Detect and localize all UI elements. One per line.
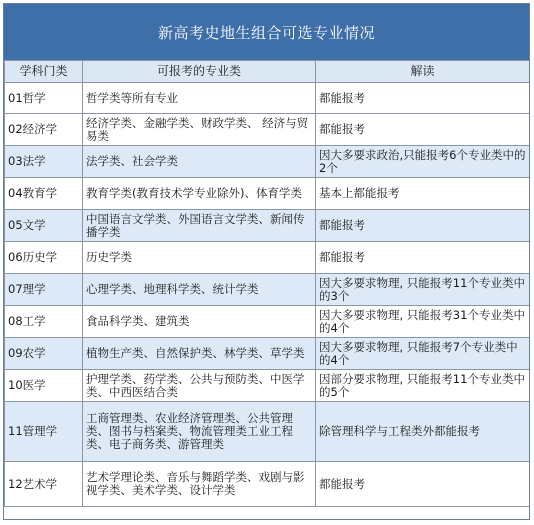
note-cell: 因大多要求政治,只能报考6个专业类中的2个 [316, 146, 530, 178]
note-cell: 都能报考 [316, 83, 530, 114]
table-header-row [5, 61, 530, 83]
majors-cell: 植物生产类、自然保护类、林学类、草学类 [83, 338, 316, 370]
table-row [5, 178, 530, 210]
table-row [5, 114, 530, 146]
majors-cell: 法学类、社会学类 [83, 146, 316, 178]
category-cell: 05文学 [5, 210, 83, 242]
note-cell: 都能报考 [316, 462, 530, 507]
category-cell: 10医学 [5, 370, 83, 402]
note-cell: 因大多要求物理, 只能报考7个专业类中的4个 [316, 338, 530, 370]
header-majors: 可报考的专业类 [83, 61, 316, 83]
note-cell: 因大多要求物理, 只能报考11个专业类中的3个 [316, 274, 530, 306]
note-cell: 因部分要求物理, 只能报考11个专业类中的5个 [316, 370, 530, 402]
category-cell: 04教育学 [5, 178, 83, 210]
table-row [5, 306, 530, 338]
table-row [5, 210, 530, 242]
category-cell: 01哲学 [5, 83, 83, 114]
table-row [5, 274, 530, 306]
note-cell: 都能报考 [316, 210, 530, 242]
majors-cell: 中国语言文学类、外国语言文学类、新闻传播学类 [83, 210, 316, 242]
category-cell: 11管理学 [5, 402, 83, 462]
page-title: 新高考史地生组合可选专业情况 [4, 4, 529, 60]
majors-cell: 心理学类、地理科学类、统计学类 [83, 274, 316, 306]
category-cell: 06历史学 [5, 242, 83, 274]
majors-cell: 经济学类、金融学类、财政学类、 经济与贸易类 [83, 114, 316, 146]
header-note: 解读 [316, 61, 530, 83]
majors-cell: 工商管理类、农业经济管理类、公共管理类、图书与档案类、物流管理类工业工程类、电子商务类、游管理类 [83, 402, 316, 462]
category-cell: 03法学 [5, 146, 83, 178]
table-row [5, 402, 530, 462]
table-row [5, 462, 530, 507]
table-row [5, 146, 530, 178]
majors-cell: 护理学类、药学类、公共与预防类、中医学类、中西医结合类 [83, 370, 316, 402]
header-category: 学科门类 [5, 61, 83, 83]
category-cell: 12艺术学 [5, 462, 83, 507]
category-cell: 02经济学 [5, 114, 83, 146]
table-row [5, 370, 530, 402]
note-cell: 除管理科学与工程类外都能报考 [316, 402, 530, 462]
table-frame [3, 3, 530, 520]
majors-cell: 教育学类(教育技术学专业除外)、体育学类 [83, 178, 316, 210]
note-cell: 都能报考 [316, 242, 530, 274]
majors-cell: 艺术学理论类、音乐与舞蹈学类、戏剧与影视学类、美术学类、设计学类 [83, 462, 316, 507]
note-cell: 都能报考 [316, 114, 530, 146]
category-cell: 08工学 [5, 306, 83, 338]
category-cell: 09农学 [5, 338, 83, 370]
majors-cell: 历史学类 [83, 242, 316, 274]
note-cell: 基本上都能报考 [316, 178, 530, 210]
majors-cell: 食品科学类、建筑类 [83, 306, 316, 338]
majors-table [4, 60, 530, 507]
note-cell: 因大多要求物理, 只能报考31个专业类中的4个 [316, 306, 530, 338]
table-row [5, 338, 530, 370]
majors-cell: 哲学类等所有专业 [83, 83, 316, 114]
table-row [5, 242, 530, 274]
category-cell: 07理学 [5, 274, 83, 306]
table-row [5, 83, 530, 114]
